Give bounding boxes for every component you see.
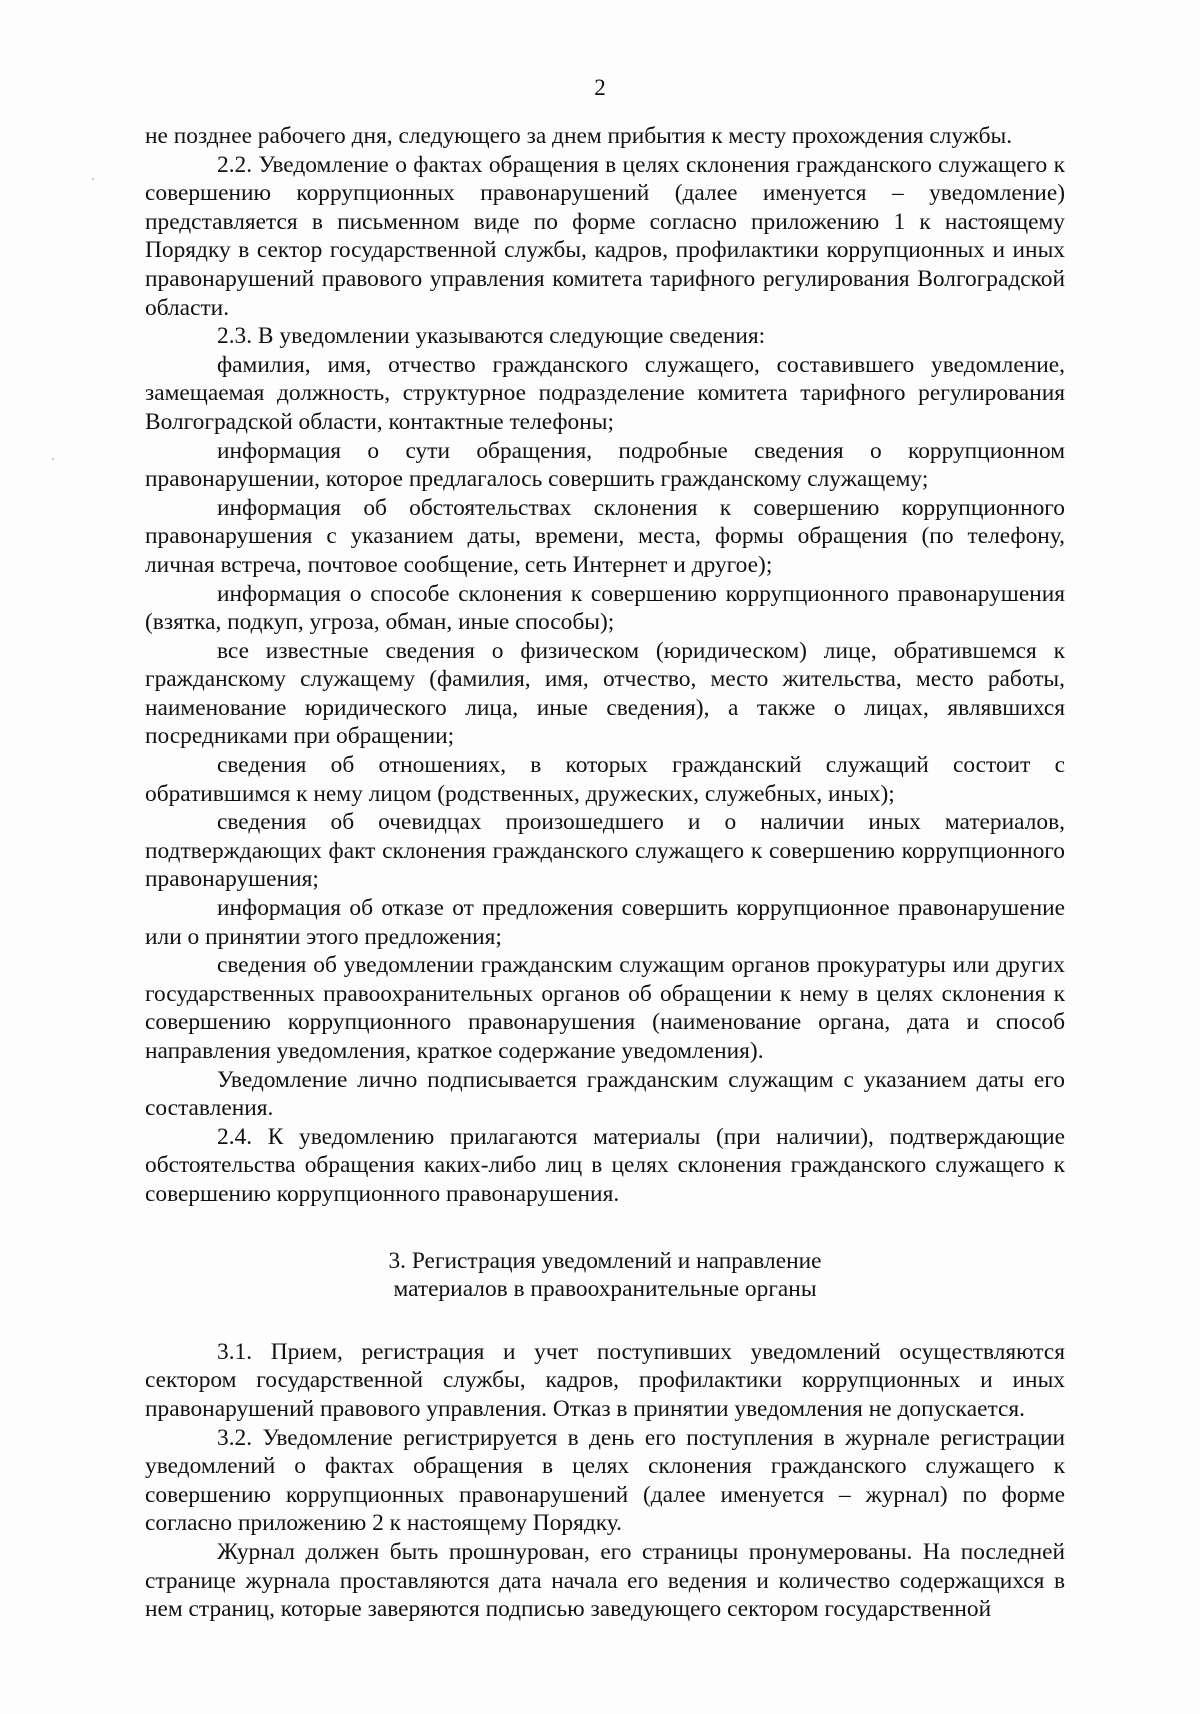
list-item-relations: сведения об отношениях, в которых гражданский служащий состоит с обратившимся к нему лицом (родственных, дружеских, служебных, иных); — [145, 752, 1065, 807]
paragraph-3-1: 3.1. Прием, регистрация и учет поступивших уведомлений осуществляются сектором государственной службы, кадров, профилактики коррупционных и иных правонарушений правового управления. Отказ в принятии уведомления не допускается. — [145, 1338, 1065, 1422]
section-3-heading — [145, 1247, 1065, 1304]
list-item-essence: информация о сути обращения, подробные сведения о коррупционном правонарушении, которое предлагалось совершить гражданскому служащему; — [145, 437, 1065, 493]
list-item-person-info: все известные сведения о физическом (юридическом) лице, обратившемся к гражданскому служащему (фамилия, имя, отчество, место жительства, место работы, наименование юридического лица, иные сведения), а также о лицах, являвшихся посредниками при обращении; — [145, 637, 1065, 750]
list-item-notification-authorities: сведения об уведомлении гражданским служащим органов прокуратуры или других государственных правоохранительных органов об обращении к нему в целях склонения к совершению коррупционного правонарушения (наименование органа, дата и способ направления уведомления, краткое содержание уведомления). — [145, 952, 1065, 1064]
list-item-full-name: фамилия, имя, отчество гражданского служащего, составившего уведомление, замещаемая должность, структурное подразделение комитета тарифного регулирования Волгоградской области, контактные телефоны; — [145, 351, 1065, 435]
paragraph-2-4: 2.4. К уведомлению прилагаются материалы (при наличии), подтверждающие обстоятельства обращения каких-либо лиц в целях склонения гражданского служащего к совершению коррупционного правонарушения. — [145, 1123, 1065, 1207]
list-item-witnesses: сведения об очевидцах произошедшего и о наличии иных материалов, подтверждающих факт склонения гражданского служащего к совершению коррупционного правонарушения; — [145, 809, 1065, 893]
paragraph-2-2: 2.2. Уведомление о фактах обращения в целях склонения гражданского служащего к совершению коррупционных правонарушений (далее именуется – уведомление) представляется в письменном виде по форме согласно приложению 1 к настоящему Порядку в сектор государственной службы, кадров, профилактики коррупционных и иных правонарушений правового управления комитета тарифного регулирования Волгоградской области. — [145, 151, 1065, 321]
document-body — [145, 122, 1065, 1624]
paragraph-3-2: 3.2. Уведомление регистрируется в день его поступления в журнале регистрации уведомлений о фактах обращения в целях склонения гражданского служащего к совершению коррупционных правонарушений (далее именуется – журнал) по форме согласно приложению 2 к настоящему Порядку. — [145, 1424, 1065, 1537]
paragraph-signature: Уведомление лично подписывается гражданским служащим с указанием даты его составления. — [145, 1066, 1065, 1122]
list-item-refusal: информация об отказе от предложения совершить коррупционное правонарушение или о принятии этого предложения; — [145, 895, 1065, 950]
section-3-heading-line-1: 3. Регистрация уведомлений и направление — [388, 1247, 822, 1274]
paragraph-2-3: 2.3. В уведомлении указываются следующие сведения: — [217, 323, 766, 350]
scan-speck — [92, 178, 94, 180]
section-3-heading-line-2: материалов в правоохранительные органы — [393, 1276, 817, 1303]
page-number: 2 — [594, 75, 606, 100]
paragraph-continuation: не позднее рабочего дня, следующего за днем прибытия к месту прохождения службы. — [145, 123, 1013, 149]
paragraph-journal: Журнал должен быть прошнурован, его страницы пронумерованы. На последней странице журнала проставляются дата начала его ведения и количество содержащихся в нем страниц, которые заверяются подписью заведующего сектором государственной — [145, 1538, 1065, 1623]
scan-speck — [52, 458, 54, 460]
list-item-method: информация о способе склонения к совершению коррупционного правонарушения (взятка, подкуп, угроза, обман, иные способы); — [145, 580, 1065, 636]
list-item-circumstances: информация об обстоятельствах склонения к совершению коррупционного правонарушения с указанием даты, времени, места, формы обращения (по телефону, личная встреча, почтовое сообщение, сеть Интернет и другое); — [145, 494, 1065, 578]
